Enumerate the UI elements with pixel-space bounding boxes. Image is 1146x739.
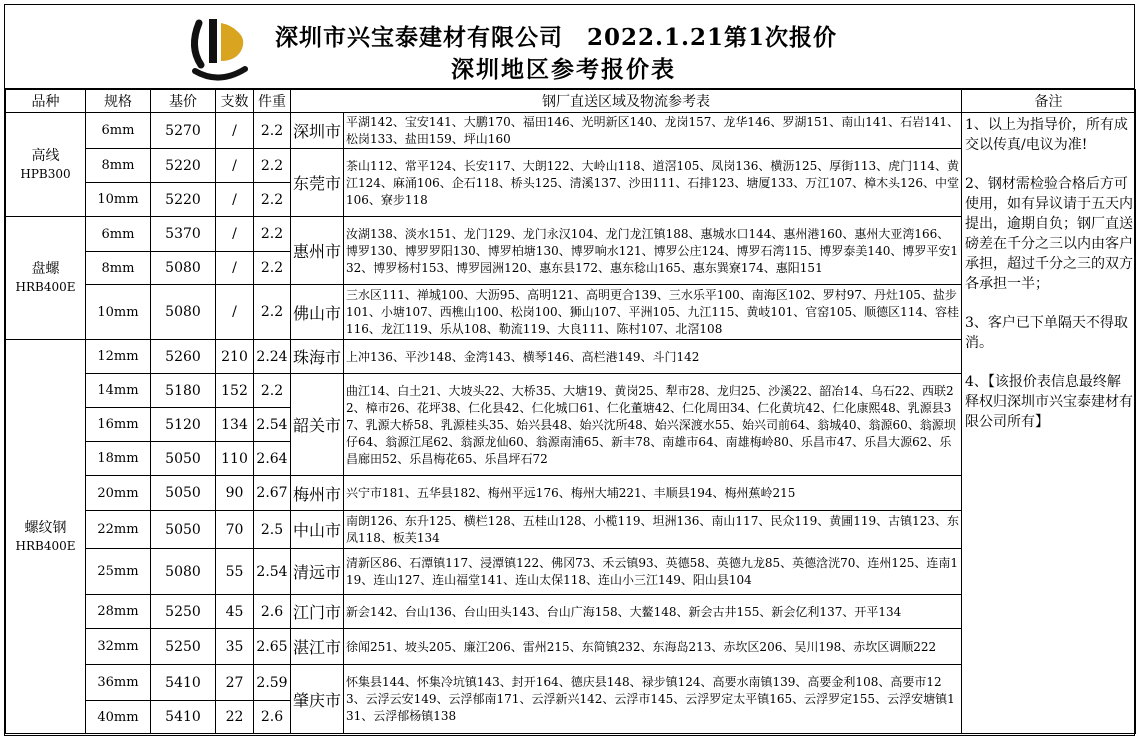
region-areas: 南朗126、东升125、横栏128、五桂山128、小榄119、坦洲136、南山117、民众119、黄圃119、古镇123、东凤118、板芙134 (344, 511, 962, 549)
col-header-note: 备注 (962, 90, 1136, 113)
pieces-cell: 35 (216, 629, 254, 665)
weight-cell: 2.67 (254, 476, 291, 511)
pieces-cell: / (216, 217, 254, 252)
pieces-cell: / (216, 285, 254, 340)
category-cell-gaoxian: 高线 HPB300 (6, 113, 86, 217)
col-header-price: 基价 (151, 90, 216, 113)
spec-cell: 18mm (86, 442, 151, 476)
pieces-cell: 55 (216, 549, 254, 595)
col-header-weight: 件重 (254, 90, 291, 113)
region-city: 清远市 (291, 549, 344, 595)
region-areas: 怀集县144、怀集冷坑镇143、封开164、德庆县148、禄步镇124、高要水南镇139、高要金利108、高要市123、云浮云安149、云浮郁南171、云浮新兴142、云浮市145、云浮罗定太平镇165、云浮罗定155、云浮安塘镇131、云浮郁杨镇138 (344, 665, 962, 734)
pieces-cell: 210 (216, 340, 254, 374)
spec-cell: 40mm (86, 701, 151, 734)
spec-cell: 8mm (86, 252, 151, 285)
spec-cell: 36mm (86, 665, 151, 701)
price-cell: 5050 (151, 476, 216, 511)
weight-cell: 2.54 (254, 549, 291, 595)
pieces-cell: 70 (216, 511, 254, 549)
spec-cell: 20mm (86, 476, 151, 511)
pieces-cell: / (216, 149, 254, 183)
region-city: 深圳市 (291, 113, 344, 149)
weight-cell: 2.65 (254, 629, 291, 665)
pieces-cell: 45 (216, 595, 254, 629)
weight-cell: 2.2 (254, 113, 291, 149)
weight-cell: 2.2 (254, 285, 291, 340)
category-cell-panluo: 盘螺 HRB400E (6, 217, 86, 340)
weight-cell: 2.2 (254, 252, 291, 285)
note-item: 4、【该报价表信息最终解释权归深圳市兴宝泰建材有限公司所有】 (965, 374, 1133, 430)
col-header-category: 品种 (6, 90, 86, 113)
region-areas: 汝湖138、淡水151、龙门129、龙门永汉104、龙门龙江镇188、惠城水口144、惠州港160、惠州大亚湾166、博罗130、博罗罗阳130、博罗柏塘130、博罗响水121、博罗公庄124、博罗石湾115、博罗泰美140、博罗平安132、博罗杨村153、博罗园洲120、惠东县172、惠东稔山165、惠东巽寮174、惠阳151 (344, 217, 962, 285)
weight-cell: 2.6 (254, 701, 291, 734)
note-item: 3、客户已下单隔天不得取消。 (965, 315, 1128, 351)
weight-cell: 2.2 (254, 374, 291, 408)
region-areas: 平湖142、宝安141、大鹏170、福田146、光明新区140、龙岗157、龙华146、罗湖151、南山141、石岩141、松岗133、盐田159、坪山160 (344, 113, 962, 149)
weight-cell: 2.5 (254, 511, 291, 549)
weight-cell: 2.24 (254, 340, 291, 374)
weight-cell: 2.59 (254, 665, 291, 701)
weight-cell: 2.54 (254, 408, 291, 442)
region-areas: 清新区86、石潭镇117、浸潭镇122、佛冈73、禾云镇93、英德58、英德九龙85、英德浛洸70、连州125、连南119、连山127、连山福堂141、连山太保118、连山小三江149、阳山县104 (344, 549, 962, 595)
notes-cell (962, 113, 1136, 734)
region-city: 中山市 (291, 511, 344, 549)
price-cell: 5370 (151, 217, 216, 252)
col-header-area: 钢厂直送区域及物流参考表 (291, 90, 962, 113)
region-areas: 上冲136、平沙148、金湾143、横琴146、高栏港149、斗门142 (344, 340, 962, 374)
sheet-header (5, 5, 1134, 89)
pieces-cell: / (216, 252, 254, 285)
note-item: 2、钢材需检验合格后方可使用，如有异议请于五天内提出，逾期自负；钢厂直送磅差在千分之三以内由客户承担，超过千分之三的双方各承担一半； (965, 176, 1133, 292)
spec-cell: 8mm (86, 149, 151, 183)
region-city: 佛山市 (291, 285, 344, 340)
region-city: 梅州市 (291, 476, 344, 511)
price-cell: 5080 (151, 285, 216, 340)
price-table (5, 89, 1136, 734)
price-cell: 5220 (151, 183, 216, 217)
spec-cell: 14mm (86, 374, 151, 408)
spec-cell: 16mm (86, 408, 151, 442)
region-city: 湛江市 (291, 629, 344, 665)
region-city: 惠州市 (291, 217, 344, 285)
sheet-subtitle: 深圳地区参考报价表 (451, 56, 676, 83)
price-cell: 5260 (151, 340, 216, 374)
pieces-cell: 134 (216, 408, 254, 442)
region-areas: 曲江14、白土21、大坡头22、大桥35、大塘19、黄岗25、犁市28、龙归25、沙溪22、韶冶14、乌石22、西联22、樟市26、花坪38、仁化县42、仁化城口61、仁化董塘42、仁化周田34、仁化黄坑42、仁化康熙48、乳源县37、乳源大桥58、乳源桂头35、始兴县48、始兴沈所48、始兴深渡水55、始兴司前64、翁城40、翁源60、翁源坝仔64、翁源江尾62、翁源龙仙60、翁源南浦65、新丰78、南雄市64、南雄梅岭80、乐昌市47、乐昌大源62、乐昌廊田52、乐昌梅花65、乐昌坪石72 (344, 374, 962, 476)
company-title: 深圳市兴宝泰建材有限公司 2022.1.21第1次报价 (275, 24, 838, 51)
weight-cell: 2.6 (254, 595, 291, 629)
weight-cell: 2.2 (254, 183, 291, 217)
region-city: 江门市 (291, 595, 344, 629)
pieces-cell: / (216, 113, 254, 149)
price-cell: 5270 (151, 113, 216, 149)
region-areas: 兴宁市181、五华县182、梅州平远176、梅州大埔221、丰顺县194、梅州蕉岭215 (344, 476, 962, 511)
pieces-cell: / (216, 183, 254, 217)
company-logo (185, 13, 253, 83)
spec-cell: 32mm (86, 629, 151, 665)
weight-cell: 2.2 (254, 217, 291, 252)
price-cell: 5250 (151, 629, 216, 665)
price-cell: 5410 (151, 701, 216, 734)
price-cell: 5080 (151, 549, 216, 595)
weight-cell: 2.2 (254, 149, 291, 183)
region-city: 珠海市 (291, 340, 344, 374)
region-city: 肇庆市 (291, 665, 344, 734)
region-city: 韶关市 (291, 374, 344, 476)
price-cell: 5050 (151, 442, 216, 476)
note-item: 1、以上为指导价，所有成交以传真/电议为准! (965, 117, 1128, 153)
price-cell: 5410 (151, 665, 216, 701)
spec-cell: 22mm (86, 511, 151, 549)
spec-cell: 28mm (86, 595, 151, 629)
spec-cell: 12mm (86, 340, 151, 374)
col-header-spec: 规格 (86, 90, 151, 113)
spec-cell: 6mm (86, 113, 151, 149)
col-header-pieces: 支数 (216, 90, 254, 113)
price-sheet (4, 4, 1135, 736)
price-cell: 5220 (151, 149, 216, 183)
spec-cell: 10mm (86, 285, 151, 340)
table-row (6, 113, 1136, 149)
spec-cell: 25mm (86, 549, 151, 595)
pieces-cell: 152 (216, 374, 254, 408)
price-cell: 5080 (151, 252, 216, 285)
price-cell: 5120 (151, 408, 216, 442)
spec-cell: 10mm (86, 183, 151, 217)
pieces-cell: 22 (216, 701, 254, 734)
price-cell: 5250 (151, 595, 216, 629)
pieces-cell: 27 (216, 665, 254, 701)
pieces-cell: 90 (216, 476, 254, 511)
spec-cell: 6mm (86, 217, 151, 252)
weight-cell: 2.64 (254, 442, 291, 476)
region-areas: 三水区111、禅城100、大沥95、高明121、高明更合139、三水乐平100、南海区102、罗村97、丹灶105、盐步101、小塘107、西樵山100、松岗100、狮山107、平洲105、九江115、黄岐101、官窑105、顺德区114、容桂116、龙江119、乐从108、勒流119、大良111、陈村107、北滘108 (344, 285, 962, 340)
table-header-row (6, 90, 1136, 113)
region-areas: 徐闻251、坡头205、廉江206、雷州215、东简镇232、东海岛213、赤坎区206、吴川198、赤坎区调顺222 (344, 629, 962, 665)
region-city: 东莞市 (291, 149, 344, 217)
price-cell: 5050 (151, 511, 216, 549)
price-cell: 5180 (151, 374, 216, 408)
category-cell-luowen: 螺纹钢 HRB400E (6, 340, 86, 734)
region-areas: 茶山112、常平124、长安117、大朗122、大岭山118、道滘105、凤岗136、横沥125、厚街113、虎门114、黄江124、麻涌106、企石118、桥头125、清溪137、沙田111、石排123、塘厦133、万江107、樟木头126、中堂106、寮步118 (344, 149, 962, 217)
region-areas: 新会142、台山136、台山田头143、台山广海158、大鳌148、新会古井155、新会亿利137、开平134 (344, 595, 962, 629)
pieces-cell: 110 (216, 442, 254, 476)
